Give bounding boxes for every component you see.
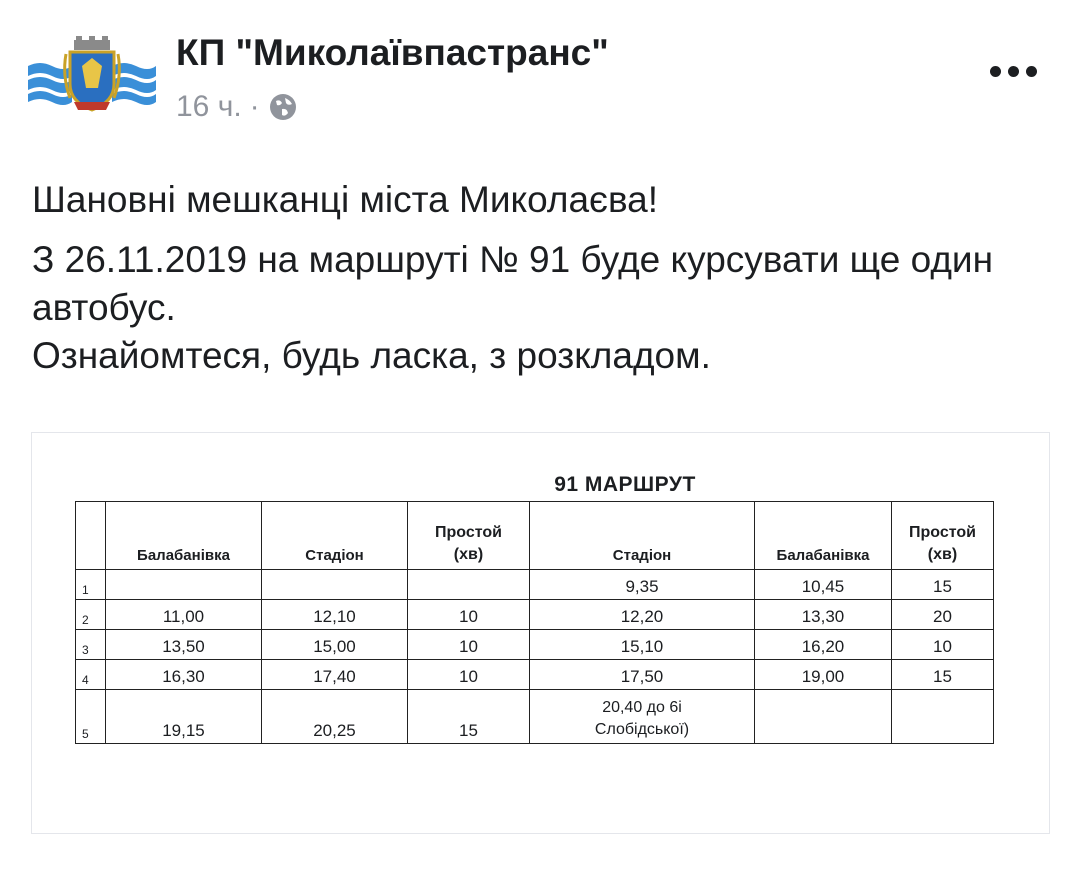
more-dots-icon xyxy=(990,66,1001,77)
post-text-request: Ознайомтеся, будь ласка, з розкладом. xyxy=(32,335,711,376)
table-row: 3 13,50 15,00 10 15,10 16,20 10 xyxy=(76,630,994,660)
table-row: 5 19,15 20,25 15 20,40 до 6і Слобідської) xyxy=(76,690,994,744)
header-stadion-2: Стадіон xyxy=(530,502,755,570)
header-index xyxy=(76,502,106,570)
globe-icon[interactable] xyxy=(268,92,298,122)
table-row: 2 11,00 12,10 10 12,20 13,30 20 xyxy=(76,600,994,630)
post-meta xyxy=(176,90,298,124)
header-balabanivka-2: Балабанівка xyxy=(755,502,892,570)
post-text-greeting: Шановні мешканці міста Миколаєва! xyxy=(32,179,659,220)
table-header-row xyxy=(76,502,994,570)
meta-separator: · xyxy=(249,90,260,123)
post-timestamp[interactable]: 16 ч. xyxy=(176,90,242,123)
header-balabanivka-1: Балабанівка xyxy=(106,502,262,570)
header-idle-1: Простой (хв) xyxy=(408,502,530,570)
header-stadion-1: Стадіон xyxy=(262,502,408,570)
post-message xyxy=(32,176,1042,380)
table-row: 1 9,35 10,45 15 xyxy=(76,570,994,600)
page-avatar-crest-icon[interactable] xyxy=(26,36,158,112)
schedule-title: 91 МАРШРУТ xyxy=(554,473,696,496)
page-name-link[interactable]: КП "Миколаївпастранс" xyxy=(176,32,609,73)
post-header xyxy=(0,0,1080,140)
post-text-announcement: З 26.11.2019 на маршруті № 91 буде курсувати ще один автобус. xyxy=(32,239,994,328)
header-idle-2: Простой (хв) xyxy=(892,502,994,570)
table-row: 4 16,30 17,40 10 17,50 19,00 15 xyxy=(76,660,994,690)
table-cell-note: 20,40 до 6і Слобідської) xyxy=(530,690,755,744)
more-options-button[interactable] xyxy=(984,52,1044,88)
schedule-table xyxy=(75,501,994,744)
